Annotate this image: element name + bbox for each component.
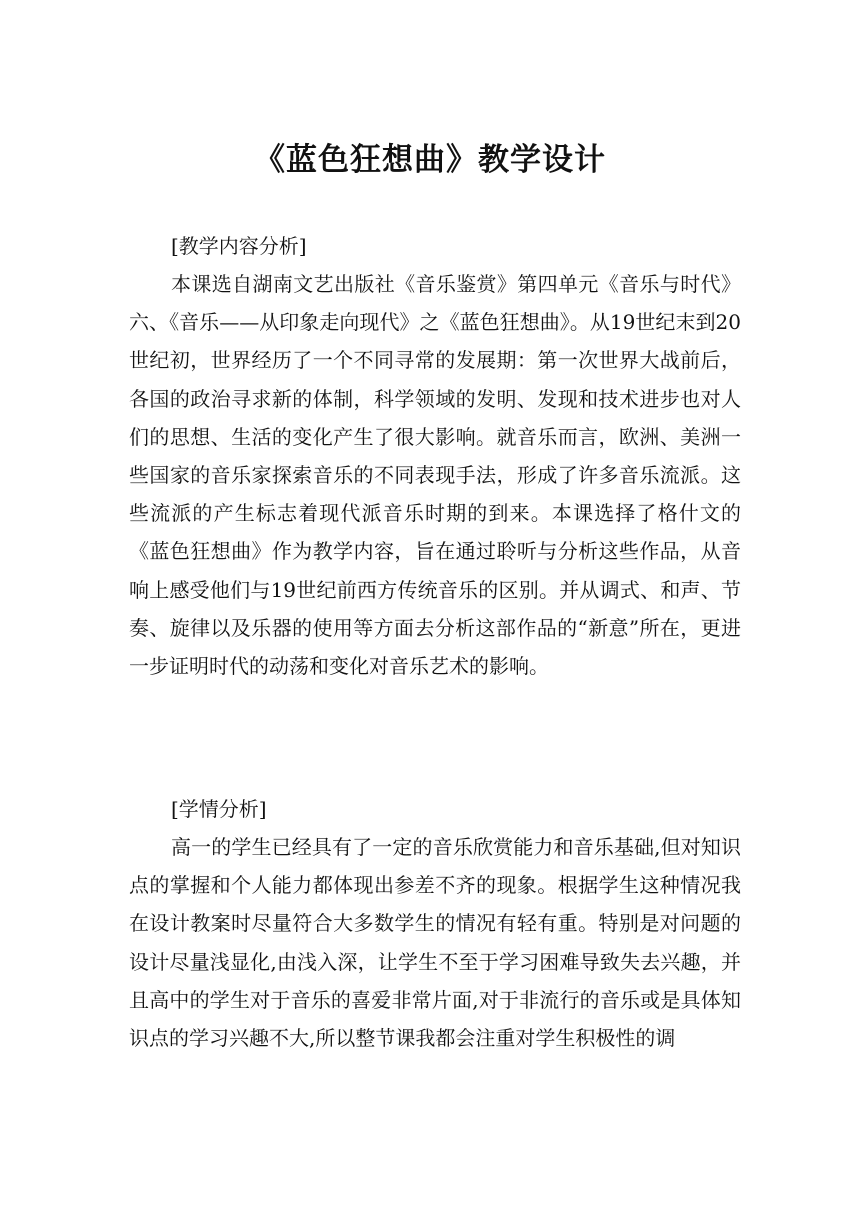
section-heading: [教学内容分析] [171,234,307,258]
section-heading: [学情分析] [171,797,267,821]
section-paragraph: 本课选自湖南文艺出版社《音乐鉴赏》第四单元《音乐与时代》六、《音乐——从印象走向现代》之《蓝色狂想曲》。从19世纪末到20世纪初，世界经历了一个不同寻常的发展期：第一次世界大战前后，各国的政治寻求新的体制，科学领域的发明、发现和技术进步也对人们的思想、生活的变化产生了很大影响。就音乐而言，欧洲、美洲一些国家的音乐家探索音乐的不同表现手法，形成了许多音乐流派。这些流派的产生标志着现代派音乐时期的到来。本课选择了格什文的《蓝色狂想曲》作为教学内容，旨在通过聆听与分析这些作品，从音响上感受他们与19世纪前西方传统音乐的区别。并从调式、和声、节奏、旋律以及乐器的使用等方面去分析这部作品的“新意”所在，更进一步证明时代的动荡和变化对音乐艺术的影响。 [129,272,741,679]
section-paragraph: 高一的学生已经具有了一定的音乐欣赏能力和音乐基础,但对知识点的掌握和个人能力都体现出参差不齐的现象。根据学生这种情况我在设计教案时尽量符合大多数学生的情况有轻有重。特别是对问题的设计尽量浅显化,由浅入深，让学生不至于学习困难导致失去兴趣，并且高中的学生对于音乐的喜爱非常片面,对于非流行的音乐或是具体知识点的学习兴趣不大,所以整节课我都会注重对学生积极性的调 [129,835,741,1051]
section-teaching-content-analysis [129,227,741,685]
document-title: 《蓝色狂想曲》教学设计 [254,142,606,178]
section-student-analysis [129,790,741,1057]
